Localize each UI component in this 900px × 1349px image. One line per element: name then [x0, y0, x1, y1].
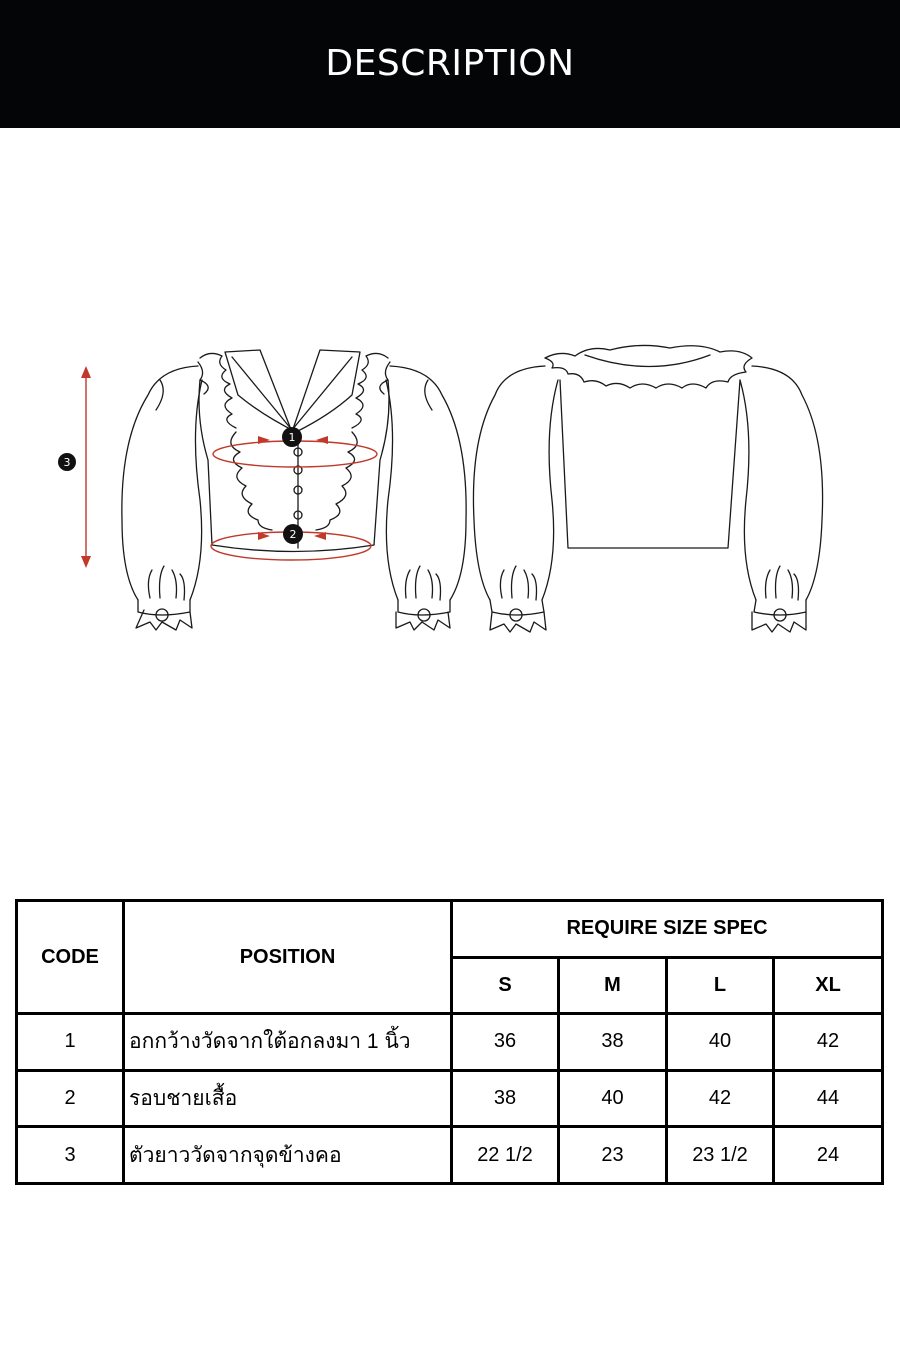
row-position: รอบชายเสื้อ: [124, 1070, 452, 1127]
row-value-xl: 42: [774, 1014, 883, 1071]
row-position: อกกว้างวัดจากใต้อกลงมา 1 นิ้ว: [124, 1014, 452, 1071]
table-row: [17, 1014, 883, 1071]
svg-text:3: 3: [63, 456, 71, 469]
header-bar: [0, 0, 900, 128]
row-position: ตัวยาววัดจากจุดข้างคอ: [124, 1127, 452, 1184]
row-value-l: 23 1/2: [667, 1127, 774, 1184]
row-value-m: 40: [559, 1070, 667, 1127]
row-value-xl: 24: [774, 1127, 883, 1184]
code-header: CODE: [17, 901, 124, 1014]
table-header-row: [17, 901, 883, 958]
size-header-l: L: [667, 957, 774, 1014]
size-header-m: M: [559, 957, 667, 1014]
row-value-m: 38: [559, 1014, 667, 1071]
spec-header: REQUIRE SIZE SPEC: [452, 901, 883, 958]
position-header: POSITION: [124, 901, 452, 1014]
page-title: DESCRIPTION: [325, 42, 575, 84]
table-row: [17, 1127, 883, 1184]
row-value-s: 22 1/2: [452, 1127, 559, 1184]
row-value-l: 42: [667, 1070, 774, 1127]
row-value-m: 23: [559, 1127, 667, 1184]
svg-text:2: 2: [289, 528, 297, 541]
svg-text:1: 1: [288, 431, 296, 444]
row-value-s: 36: [452, 1014, 559, 1071]
size-header-xl: XL: [774, 957, 883, 1014]
row-code: 3: [17, 1127, 124, 1184]
row-value-l: 40: [667, 1014, 774, 1071]
row-code: 1: [17, 1014, 124, 1071]
marker-2: [283, 524, 303, 544]
marker-3: [58, 453, 76, 471]
back-view-drawing: [473, 345, 822, 632]
marker-1: [282, 427, 302, 447]
size-spec-table: [15, 899, 884, 1185]
row-value-s: 38: [452, 1070, 559, 1127]
garment-diagram: [0, 330, 900, 650]
row-code: 2: [17, 1070, 124, 1127]
table-row: [17, 1070, 883, 1127]
row-value-xl: 44: [774, 1070, 883, 1127]
size-header-s: S: [452, 957, 559, 1014]
front-view-drawing: [122, 350, 466, 630]
